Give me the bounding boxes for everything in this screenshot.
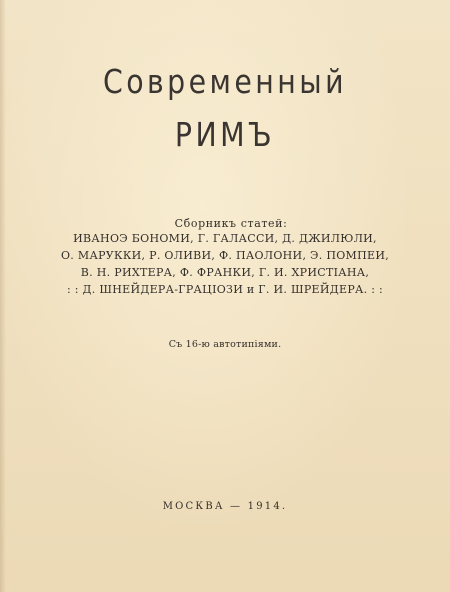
collection-subtitle: Сборникъ статей: [174,217,288,230]
illustrations-note: Съ 16-ю автотипіями. [168,339,282,350]
book-title-line-2: РИМЪ [174,115,276,154]
imprint-place-year: МОСКВА — 1914. [162,501,288,512]
book-title-line-1: Современный [102,62,348,101]
authors-line: : : Д. ШНЕЙДЕРА-ГРАЦІОЗИ и Г. И. ШРЕЙДЕРА. : : [66,283,384,296]
authors-line: В. Н. РИХТЕРА, Ф. ФРАНКИ, Г. И. ХРИСТІАНА, [80,266,370,279]
authors-line: ИВАНОЭ БОНОМИ, Г. ГАЛАССИ, Д. ДЖИЛЮЛИ, [73,232,377,245]
authors-line: О. МАРУККИ, Р. ОЛИВИ, Ф. ПАОЛОНИ, Э. ПОМПЕИ, [60,249,390,262]
